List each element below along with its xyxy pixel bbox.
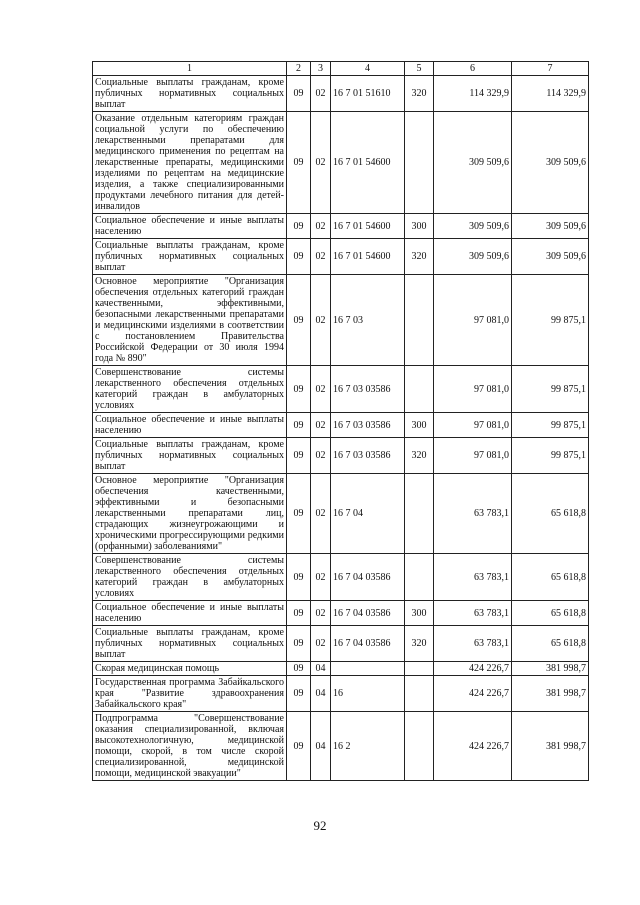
amount-col6: 63 783,1: [434, 554, 512, 601]
section-code: 09: [287, 275, 311, 366]
amount-col7: 309 509,6: [512, 112, 589, 214]
table-row: [93, 112, 589, 214]
table-row: [93, 712, 589, 781]
row-name: Оказание отдельным категориям граждан социальной услуги по обеспечению лекарственными препаратами для медицинского применения по рецептам на лекарственные препараты, медицинскими изделиями по рецептам на медицинские изделия, а также специализированными продуктами лечебного питания для детей-инвалидов: [93, 112, 287, 214]
column-header: 1: [93, 62, 287, 76]
table-header-row: [93, 62, 589, 76]
table-row: [93, 676, 589, 712]
row-name: Социальные выплаты гражданам, кроме публичных нормативных социальных выплат: [93, 76, 287, 112]
column-header: 7: [512, 62, 589, 76]
target-code: 16 7 04 03586: [331, 626, 405, 662]
amount-col6: 97 081,0: [434, 413, 512, 438]
amount-col7: 309 509,6: [512, 239, 589, 275]
subsection-code: 02: [311, 76, 331, 112]
expense-type: 320: [405, 626, 434, 662]
section-code: 09: [287, 76, 311, 112]
section-code: 09: [287, 438, 311, 474]
column-header: 5: [405, 62, 434, 76]
expense-type: 300: [405, 601, 434, 626]
amount-col6: 424 226,7: [434, 676, 512, 712]
amount-col6: 63 783,1: [434, 474, 512, 554]
row-name: Социальное обеспечение и иные выплаты населению: [93, 413, 287, 438]
row-name: Скорая медицинская помощь: [93, 662, 287, 676]
table-row: [93, 76, 589, 112]
subsection-code: 02: [311, 626, 331, 662]
row-name: Совершенствование системы лекарственного обеспечения отдельных категорий граждан в амбулаторных условиях: [93, 554, 287, 601]
amount-col6: 309 509,6: [434, 112, 512, 214]
expense-type: [405, 474, 434, 554]
amount-col7: 99 875,1: [512, 366, 589, 413]
amount-col6: 309 509,6: [434, 214, 512, 239]
target-code: 16 7 04 03586: [331, 601, 405, 626]
target-code: 16 7 04 03586: [331, 554, 405, 601]
row-name: Социальное обеспечение и иные выплаты населению: [93, 214, 287, 239]
row-name: Социальные выплаты гражданам, кроме публичных нормативных социальных выплат: [93, 438, 287, 474]
target-code: 16 7 03 03586: [331, 413, 405, 438]
table-row: [93, 554, 589, 601]
subsection-code: 02: [311, 474, 331, 554]
amount-col6: 114 329,9: [434, 76, 512, 112]
amount-col6: 424 226,7: [434, 712, 512, 781]
amount-col6: 63 783,1: [434, 626, 512, 662]
amount-col6: 97 081,0: [434, 275, 512, 366]
subsection-code: 02: [311, 112, 331, 214]
table-row: [93, 366, 589, 413]
amount-col6: 97 081,0: [434, 366, 512, 413]
expense-type: [405, 112, 434, 214]
section-code: 09: [287, 112, 311, 214]
row-name: Государственная программа Забайкальского края "Развитие здравоохранения Забайкальского края": [93, 676, 287, 712]
table-row: [93, 474, 589, 554]
table-row: [93, 601, 589, 626]
section-code: 09: [287, 214, 311, 239]
target-code: 16: [331, 676, 405, 712]
amount-col7: 309 509,6: [512, 214, 589, 239]
subsection-code: 02: [311, 366, 331, 413]
section-code: 09: [287, 239, 311, 275]
amount-col6: 309 509,6: [434, 239, 512, 275]
section-code: 09: [287, 474, 311, 554]
expense-type: 320: [405, 76, 434, 112]
section-code: 09: [287, 626, 311, 662]
section-code: 09: [287, 413, 311, 438]
subsection-code: 02: [311, 601, 331, 626]
section-code: 09: [287, 554, 311, 601]
subsection-code: 02: [311, 214, 331, 239]
table-row: [93, 438, 589, 474]
amount-col7: 381 998,7: [512, 712, 589, 781]
row-name: Основное мероприятие "Организация обеспечения отдельных категорий граждан качественными, эффективными, безопасными лекарственными препаратами и медицинскими изделиями в соответствии с постановлением Правительства Российской Федерации от 30 июля 1994 года № 890": [93, 275, 287, 366]
target-code: 16 7 01 51610: [331, 76, 405, 112]
amount-col7: 381 998,7: [512, 676, 589, 712]
budget-table: [92, 61, 589, 781]
subsection-code: 04: [311, 712, 331, 781]
amount-col7: 65 618,8: [512, 474, 589, 554]
amount-col7: 114 329,9: [512, 76, 589, 112]
row-name: Совершенствование системы лекарственного обеспечения отдельных категорий граждан в амбулаторных условиях: [93, 366, 287, 413]
amount-col7: 65 618,8: [512, 626, 589, 662]
section-code: 09: [287, 601, 311, 626]
row-name: Социальное обеспечение и иные выплаты населению: [93, 601, 287, 626]
amount-col7: 65 618,8: [512, 554, 589, 601]
expense-type: [405, 554, 434, 601]
section-code: 09: [287, 676, 311, 712]
expense-type: [405, 275, 434, 366]
expense-type: [405, 712, 434, 781]
table-row: [93, 662, 589, 676]
table-row: [93, 275, 589, 366]
target-code: 16 7 03 03586: [331, 366, 405, 413]
amount-col6: 424 226,7: [434, 662, 512, 676]
target-code: 16 7 03: [331, 275, 405, 366]
column-header: 6: [434, 62, 512, 76]
expense-type: 320: [405, 438, 434, 474]
subsection-code: 02: [311, 413, 331, 438]
section-code: 09: [287, 712, 311, 781]
section-code: 09: [287, 662, 311, 676]
amount-col7: 65 618,8: [512, 601, 589, 626]
expense-type: 320: [405, 239, 434, 275]
target-code: 16 7 01 54600: [331, 214, 405, 239]
row-name: Основное мероприятие "Организация обеспечения качественными, эффективными и безопасными лекарственными препаратами лиц, страдающих жизнеугрожающими и хроническими прогрессирующими редкими (орфанными) заболеваниями": [93, 474, 287, 554]
table-row: [93, 239, 589, 275]
target-code: 16 2: [331, 712, 405, 781]
page-number: 92: [313, 818, 327, 833]
target-code: 16 7 01 54600: [331, 239, 405, 275]
subsection-code: 02: [311, 239, 331, 275]
amount-col7: 381 998,7: [512, 662, 589, 676]
table-row: [93, 413, 589, 438]
subsection-code: 02: [311, 554, 331, 601]
amount-col6: 63 783,1: [434, 601, 512, 626]
row-name: Социальные выплаты гражданам, кроме публичных нормативных социальных выплат: [93, 239, 287, 275]
column-header: 3: [311, 62, 331, 76]
target-code: 16 7 03 03586: [331, 438, 405, 474]
expense-type: [405, 366, 434, 413]
amount-col6: 97 081,0: [434, 438, 512, 474]
expense-type: [405, 676, 434, 712]
expense-type: 300: [405, 214, 434, 239]
column-header: 2: [287, 62, 311, 76]
target-code: [331, 662, 405, 676]
amount-col7: 99 875,1: [512, 413, 589, 438]
expense-type: [405, 662, 434, 676]
row-name: Социальные выплаты гражданам, кроме публичных нормативных социальных выплат: [93, 626, 287, 662]
expense-type: 300: [405, 413, 434, 438]
column-header: 4: [331, 62, 405, 76]
amount-col7: 99 875,1: [512, 275, 589, 366]
subsection-code: 02: [311, 275, 331, 366]
amount-col7: 99 875,1: [512, 438, 589, 474]
section-code: 09: [287, 366, 311, 413]
target-code: 16 7 04: [331, 474, 405, 554]
subsection-code: 04: [311, 662, 331, 676]
subsection-code: 02: [311, 438, 331, 474]
subsection-code: 04: [311, 676, 331, 712]
row-name: Подпрограмма "Совершенствование оказания специализированной, включая высокотехнологичную, медицинской помощи, скорой, в том числе скорой специализированной, медицинской помощи, медицинской эвакуации": [93, 712, 287, 781]
table-row: [93, 214, 589, 239]
target-code: 16 7 01 54600: [331, 112, 405, 214]
table-row: [93, 626, 589, 662]
